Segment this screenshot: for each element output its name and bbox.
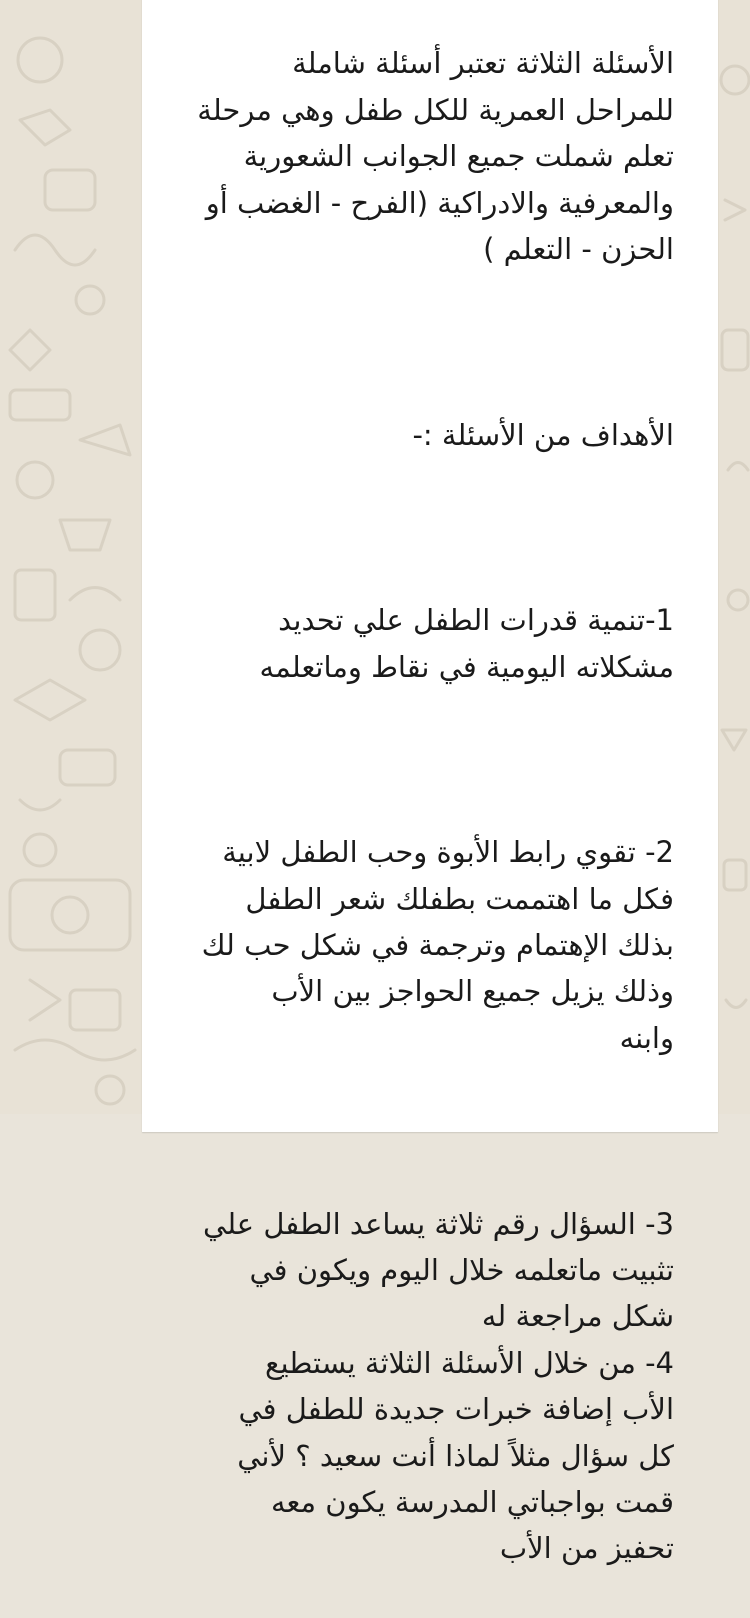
blank-line (114, 1108, 674, 1154)
message-bubble[interactable] (142, 0, 718, 1566)
paragraph-goal-1: 1-تنمية قدرات الطفل علي تحديد مشكلاته اليومية في نقاط وماتعلمه (259, 603, 674, 684)
paragraph-goals-heading: الأهداف من الأسئلة :- (412, 417, 674, 452)
blank-line (114, 504, 674, 550)
paragraph-goal-3-4: 3- السؤال رقم ثلاثة يساعد الطفل علي تثبيت ماتعلمه خلال اليوم ويكون في شكل مراجعة له 4- من خلال الأسئلة الثلاثة يستطيع الأب إضافة خبرات جديدة للطفل في كل سؤال مثلاً لماذا أنت سعيد ؟ لأني قمت بواجباتي المدرسة يكون معه تحفيز من الأب (203, 1206, 674, 1566)
paragraph-goal-2: 2- تقوي رابط الأبوة وحب الطفل لابية فكل ما اهتممت بطفلك شعر الطفل بذلك الإهتمام وترجمة في شكل حب لك وذلك يزيل جميع الحواجز بين الأب وابنه (201, 835, 674, 1055)
blank-line (114, 319, 674, 365)
paragraph-intro: الأسئلة الثلاثة تعتبر أسئلة شاملة للمراحل العمرية للكل طفل وهي مرحلة تعلم شملت جميع الجوانب الشعورية والمعرفية والادراكية (الفرح - الغضب أو الحزن - التعلم ) (197, 46, 674, 267)
blank-line (114, 736, 674, 782)
message-text (114, 0, 674, 1618)
